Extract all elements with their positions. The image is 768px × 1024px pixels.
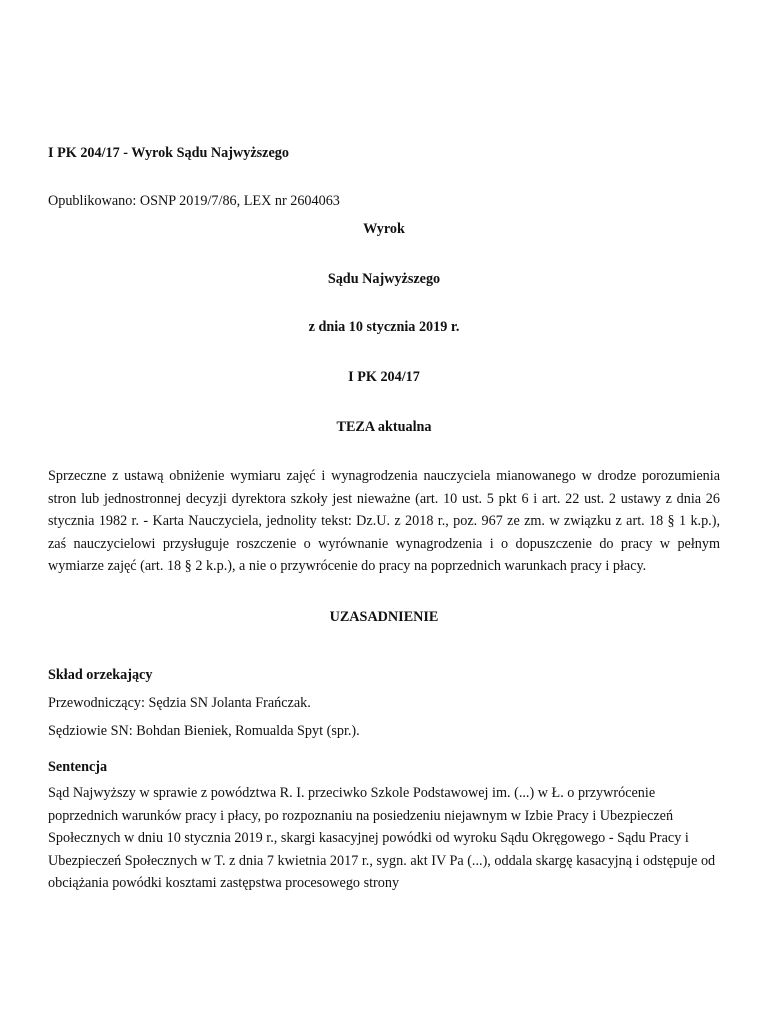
heading-wyrok: Wyrok <box>363 221 405 237</box>
justification-heading: UZASADNIENIE <box>329 609 439 625</box>
sentence-heading: Sentencja <box>48 759 108 775</box>
publication-info: Opublikowano: OSNP 2019/7/86, LEX nr 2604063 <box>48 193 340 209</box>
panel-chair: Przewodniczący: Sędzia SN Jolanta Frańczak. <box>48 695 311 711</box>
panel-heading: Skład orzekający <box>48 667 153 683</box>
heading-signature: I PK 204/17 <box>348 369 420 385</box>
panel-judges: Sędziowie SN: Bohdan Bieniek, Romualda Spyt (spr.). <box>48 723 360 739</box>
heading-court: Sądu Najwyższego <box>327 271 441 287</box>
thesis-heading: TEZA aktualna <box>336 419 432 435</box>
thesis-text: Sprzeczne z ustawą obniżenie wymiaru zajęć i wynagrodzenia nauczyciela mianowanego w drodze porozumienia stron lub jednostronnej decyzji dyrektora szkoły jest nieważne (art. 10 ust. 5 pkt 6 i art. 22 ust. 2 ustawy z dnia 26 stycznia 1982 r. - Karta Nauczyciela, jednolity tekst: Dz.U. z 2018 r., poz. 967 ze zm. w związku z art. 18 § 1 k.p.), zaś nauczycielowi przysługuje roszczenie o wyrównanie wynagrodzenia i o dopuszczenie do pracy w pełnym wymiarze zajęć (art. 18 § 2 k.p.), a nie o przywrócenie do pracy na poprzednich warunkach pracy i płacy. <box>48 468 720 575</box>
heading-date: z dnia 10 stycznia 2019 r. <box>308 319 460 335</box>
sentence-text: Sąd Najwyższy w sprawie z powództwa R. I. przeciwko Szkole Podstawowej im. (...) w Ł. o przywrócenie poprzednich warunków pracy i płacy, po rozpoznaniu na posiedzeniu niejawnym w Izbie Pracy i Ubezpieczeń Społecznych w dniu 10 stycznia 2019 r., skargi kasacyjnej powódki od wyroku Sądu Okręgowego - Sądu Pracy i Ubezpieczeń Społecznych w T. z dnia 7 kwietnia 2017 r., sygn. akt IV Pa (...), oddala skargę kasacyjną i odstępuje od obciążania powódki kosztami zastępstwa procesowego strony <box>48 785 716 892</box>
document-title: I PK 204/17 - Wyrok Sądu Najwyższego <box>48 145 289 161</box>
